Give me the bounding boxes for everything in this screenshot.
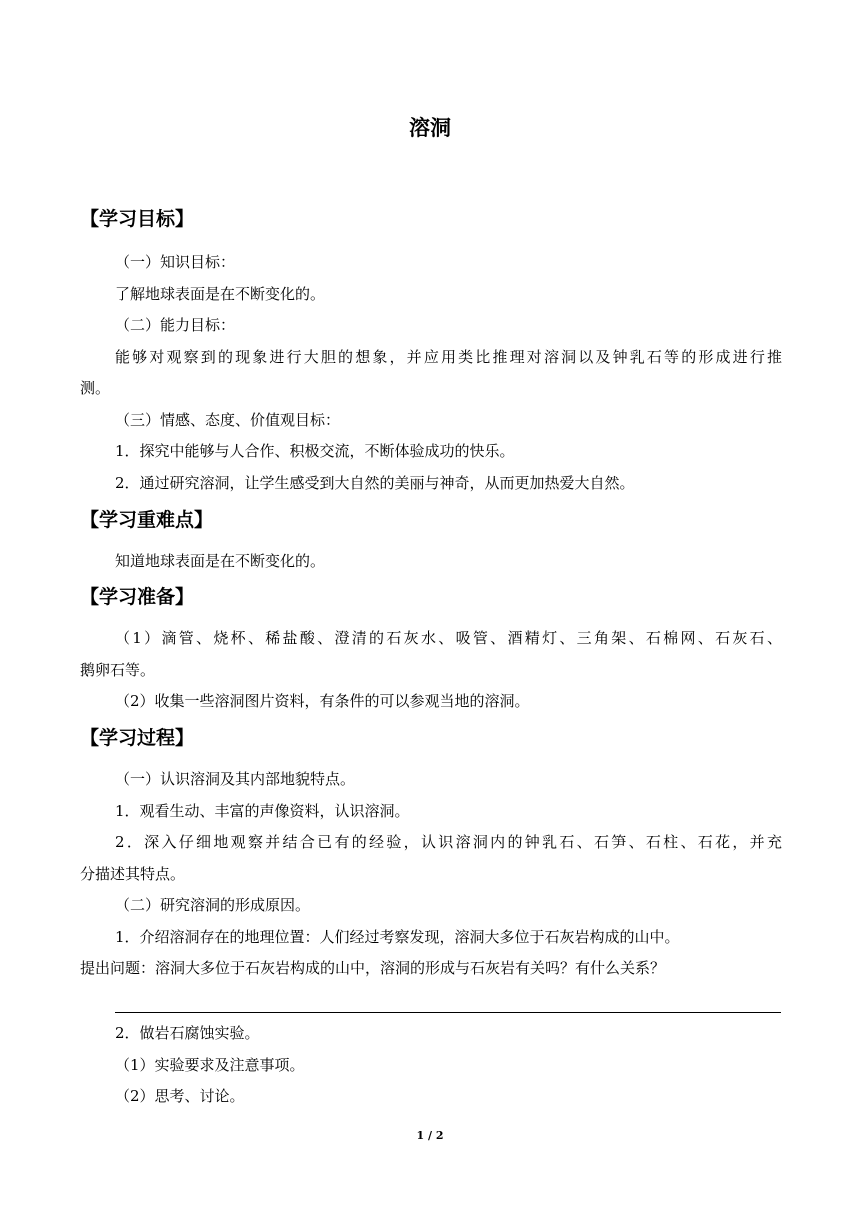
- page-title: 溶洞: [409, 115, 451, 140]
- page-number: 1 / 2: [416, 1129, 444, 1142]
- paragraph-line: （1）实验要求及注意事项。: [115, 1056, 305, 1074]
- section-heading-goals: 【学习目标】: [80, 208, 195, 230]
- paragraph-line: 1．介绍溶洞存在的地理位置：人们经过考察发现，溶洞大多位于石灰岩构成的山中。: [115, 928, 680, 946]
- paragraph-line: （2）思考、讨论。: [115, 1087, 245, 1105]
- paragraph-line: 了解地球表面是在不断变化的。: [115, 285, 326, 303]
- paragraph-line: 2．通过研究溶洞，让学生感受到大自然的美丽与神奇，从而更加热爱大自然。: [115, 474, 635, 492]
- paragraph-line: 提出问题：溶洞大多位于石灰岩构成的山中，溶洞的形成与石灰岩有关吗？有什么关系？: [80, 959, 666, 977]
- section-heading-process: 【学习过程】: [80, 727, 195, 749]
- paragraph-line: 知道地球表面是在不断变化的。: [115, 552, 326, 570]
- paragraph-line: 鹅卵石等。: [80, 661, 156, 679]
- paragraph-line: 2．深入仔细地观察并结合已有的经验，认识溶洞内的钟乳石、石笋、石柱、石花，并充: [115, 833, 782, 851]
- paragraph-line: 2．做岩石腐蚀实验。: [115, 1024, 260, 1042]
- paragraph-line: 分描述其特点。: [80, 865, 186, 883]
- paragraph-line: （一）认识溶洞及其内部地貌特点。: [115, 770, 356, 788]
- paragraph-line: 测。: [80, 379, 111, 397]
- paragraph-line: 能够对观察到的现象进行大胆的想象，并应用类比推理对溶洞以及钟乳石等的形成进行推: [115, 348, 782, 366]
- paragraph-line: （一）知识目标：: [115, 253, 236, 271]
- paragraph-line: 1．观看生动、丰富的声像资料，认识溶洞。: [115, 802, 410, 820]
- section-heading-preparation: 【学习准备】: [80, 586, 195, 608]
- paragraph-line: 1．探究中能够与人合作、积极交流，不断体验成功的快乐。: [115, 442, 515, 460]
- paragraph-line: （1）滴管、烧杯、稀盐酸、澄清的石灰水、吸管、酒精灯、三角架、石棉网、石灰石、: [115, 629, 782, 647]
- paragraph-line: （二）研究溶洞的形成原因。: [115, 896, 311, 914]
- paragraph-line: （2）收集一些溶洞图片资料，有条件的可以参观当地的溶洞。: [115, 692, 530, 710]
- paragraph-line: （二）能力目标：: [115, 316, 236, 334]
- section-heading-key-points: 【学习重难点】: [80, 509, 214, 531]
- paragraph-line: （三）情感、态度、价值观目标：: [115, 411, 341, 429]
- answer-blank-line: [115, 1012, 781, 1013]
